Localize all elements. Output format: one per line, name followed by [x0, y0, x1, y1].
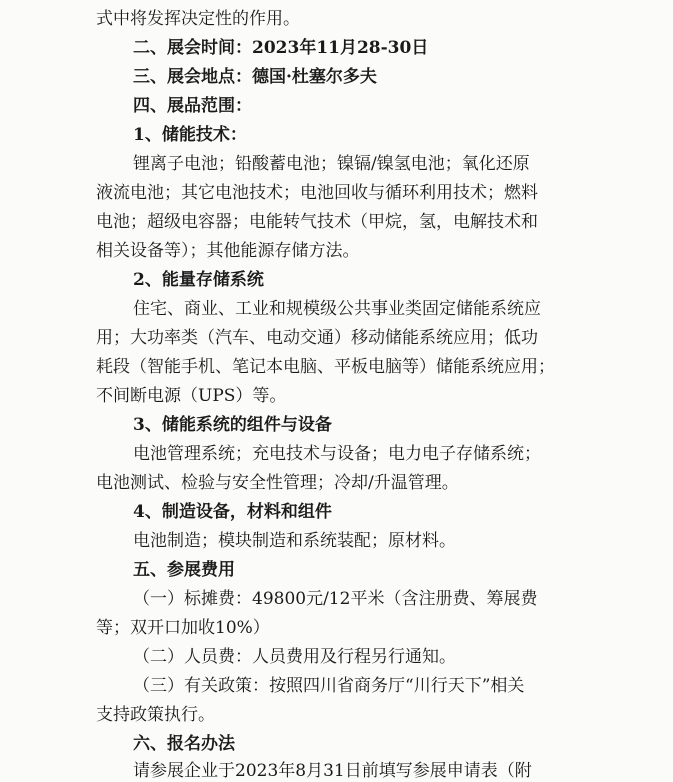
sub-heading: 1、储能技术：	[133, 125, 247, 145]
body-text-line: （一）标摊费：49800元/12平米（含注册费、筹展费	[133, 589, 538, 609]
body-text-line: （二）人员费：人员费用及行程另行通知。	[133, 647, 456, 667]
body-text-line: 电池；超级电容器；电能转气技术（甲烷，氢，电解技术和	[96, 212, 538, 232]
sub-heading: 3、储能系统的组件与设备	[133, 415, 332, 435]
body-text-line: 耗段（智能手机、笔记本电脑、平板电脑等）储能系统应用；	[96, 357, 555, 377]
section-heading: 三、展会地点：德国·杜塞尔多夫	[133, 67, 377, 87]
body-text-line: 相关设备等）；其他能源存储方法。	[96, 241, 360, 261]
sub-heading: 2、能量存储系统	[133, 270, 264, 290]
body-text-line: 式中将发挥决定性的作用。	[96, 9, 300, 29]
body-text-line: 电池制造；模块制造和系统装配；原材料。	[133, 531, 456, 551]
body-text-line: 支持政策执行。	[96, 705, 215, 725]
body-text-line: 用；大功率类（汽车、电动交通）移动储能系统应用；低功	[96, 328, 538, 348]
body-text-line: 电池管理系统；充电技术与设备；电力电子存储系统；	[133, 444, 541, 464]
body-text-line: 等；双开口加收10%）	[96, 618, 270, 638]
body-text-line: 液流电池；其它电池技术；电池回收与循环利用技术；燃料	[96, 183, 538, 203]
section-heading: 六、报名办法	[133, 734, 235, 754]
body-text-line: 电池测试、检验与安全性管理；冷却/升温管理。	[96, 473, 459, 493]
sub-heading: 4、制造设备，材料和组件	[133, 502, 332, 522]
body-text-line: （三）有关政策：按照四川省商务厅“川行天下”相关	[133, 676, 525, 696]
section-heading: 二、展会时间：2023年11月28-30日	[133, 38, 429, 58]
body-text-line: 不间断电源（UPS）等。	[96, 386, 287, 406]
section-heading: 四、展品范围：	[133, 96, 252, 116]
body-text-line: 请参展企业于2023年8月31日前填写参展申请表（附	[133, 761, 532, 781]
section-heading: 五、参展费用	[133, 560, 235, 580]
body-text-line: 锂离子电池；铅酸蓄电池；镍镉/镍氢电池；氧化还原	[133, 154, 530, 174]
body-text-line: 住宅、商业、工业和规模级公共事业类固定储能系统应	[133, 299, 541, 319]
